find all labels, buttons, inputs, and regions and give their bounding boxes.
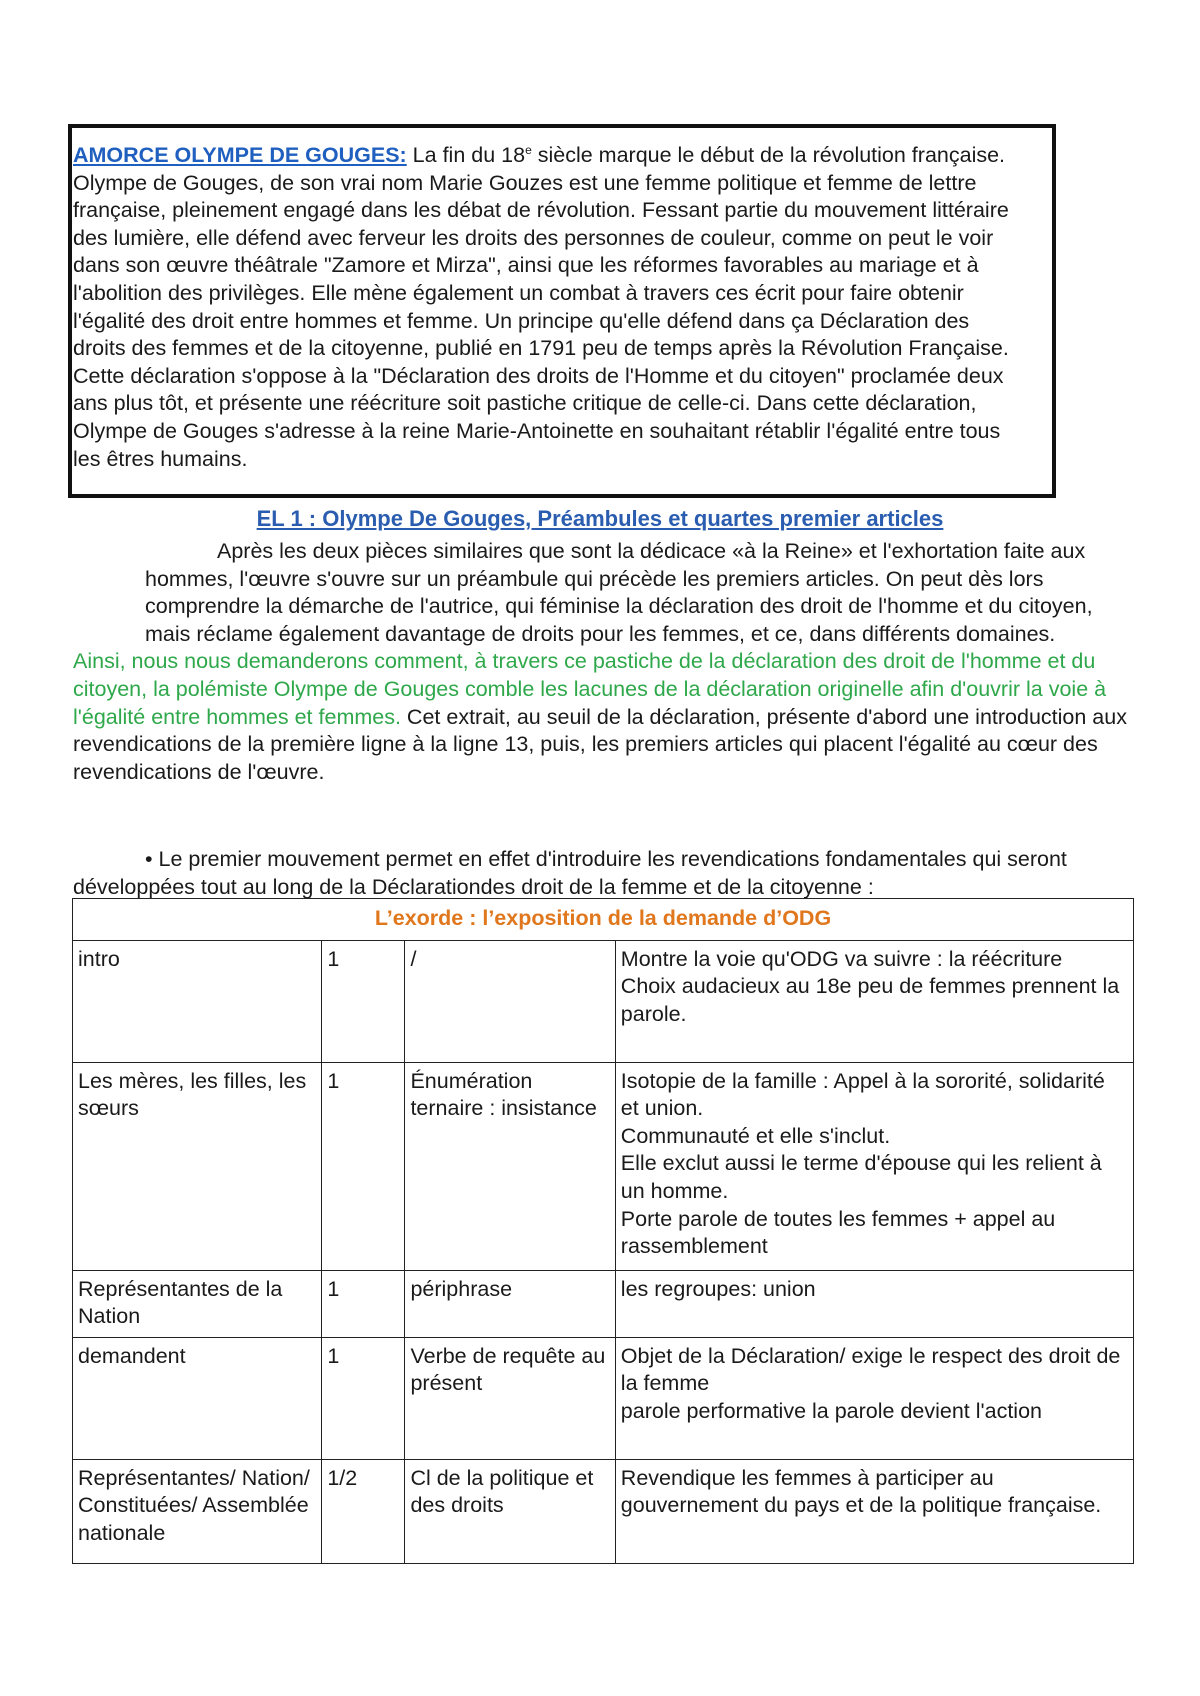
line-cell: 1	[322, 1337, 405, 1459]
quote-cell: Représentantes de la Nation	[73, 1270, 322, 1337]
hook-text-start: La fin du 18	[406, 143, 526, 167]
analysis-table	[72, 898, 1134, 1564]
table-heading: L’exorde : l’exposition de la demande d’ODG	[73, 899, 1134, 941]
introduction-block	[73, 538, 1133, 786]
hook-title: AMORCE OLYMPE DE GOUGES:	[73, 143, 407, 167]
quote-cell: intro	[73, 940, 322, 1062]
analysis-cell: Isotopie de la famille : Appel à la sororité, solidarité et union. Communauté et elle s'inclut. Elle exclut aussi le terme d'épouse qui les relient à un homme. Porte parole de toutes les femmes + appel au rassemblement	[615, 1062, 1133, 1270]
analysis-cell: Objet de la Déclaration/ exige le respect des droit de la femme parole performative la parole devient l'action	[615, 1337, 1133, 1459]
line-cell: 1	[322, 940, 405, 1062]
quote-cell: Représentantes/ Nation/ Constituées/ Assemblée nationale	[73, 1459, 322, 1563]
analysis-cell: Revendique les femmes à participer au gouvernement du pays et de la politique française.	[615, 1459, 1133, 1563]
hook-superscript: e	[525, 142, 532, 157]
hook-paragraph	[73, 142, 1143, 473]
hook-text: siècle marque le début de la révolution française. Olympe de Gouges, de son vrai nom Marie Gouzes est une femme politique et femme de lettre française, pleinement engagé dans les débat de révolution. Fessant partie du mouvement littéraire des lumière, elle défend avec ferveur les droits des personnes de couleur, comme on peut le voir dans son œuvre théâtrale "Zamore et Mirza", ainsi que les réformes favorables au mariage et à l'abolition des privilèges. Elle mène également un combat à travers ces écrit pour faire obtenir l'égalité des droit entre hommes et femme. Un principe qu'elle défend dans ça Déclaration des droits des femmes et de la citoyenne, publié en 1791 peu de temps après la Révolution Française. Cette déclaration s'oppose à la "Déclaration des droits de l'Homme et du citoyen" proclamée deux ans plus tôt, et présente une réécriture soit pastiche critique de celle-ci. Dans cette déclaration, Olympe de Gouges s'adresse à la reine Marie-Antoinette en souhaitant rétablir l'égalité entre tous les êtres humains.	[73, 143, 1009, 471]
device-cell: /	[405, 940, 615, 1062]
device-cell: Cl de la politique et des droits	[405, 1459, 615, 1563]
table-row	[73, 1062, 1134, 1270]
movement-intro: • Le premier mouvement permet en effet d'introduire les revendications fondamentales qui seront développées tout au long de la Déclarationdes droit de la femme et de la citoyenne :	[73, 847, 1067, 899]
line-cell: 1	[322, 1062, 405, 1270]
problematique-paragraph	[73, 648, 1133, 786]
quote-cell: demandent	[73, 1337, 322, 1459]
device-cell: Verbe de requête au présent	[405, 1337, 615, 1459]
intro-paragraph	[73, 538, 1133, 648]
plan-text: Cet extrait, au seuil de la déclaration, présente d'abord une introduction aux revendications de la première ligne à la ligne 13, puis, les premiers articles qui placent l'égalité au cœur des revendications de l'œuvre.	[73, 704, 1127, 784]
table-heading-row	[73, 899, 1134, 941]
line-cell: 1/2	[322, 1459, 405, 1563]
table-row	[73, 1459, 1134, 1563]
device-cell: Énumération ternaire : insistance	[405, 1062, 615, 1270]
explication-title: EL 1 : Olympe De Gouges, Préambules et quartes premier articles	[256, 506, 944, 531]
analysis-cell: Montre la voie qu'ODG va suivre : la réécriture Choix audacieux au 18e peu de femmes prennent la parole.	[615, 940, 1133, 1062]
quote-cell: Les mères, les filles, les sœurs	[73, 1062, 322, 1270]
problematique-text: Ainsi, nous nous demanderons comment, à travers ce pastiche de la déclaration des droit de l'homme et du citoyen, la polémiste Olympe de Gouges comble les lacunes de la déclaration originelle afin d'ouvrir la voie à l'égalité entre hommes et femmes.	[73, 649, 1107, 729]
table-row	[73, 1270, 1134, 1337]
intro-paragraph-text: Après les deux pièces similaires que sont la dédicace «à la Reine» et l'exhortation faite aux hommes, l'œuvre s'ouvre sur un préambule qui précède les premiers articles. On peut dès lors comprendre la démarche de l'autrice, qui féminise la déclaration des droit de l'homme et du citoyen, mais réclame également davantage de droits pour les femmes, et ce, dans différents domaines.	[145, 539, 1093, 646]
analysis-cell: les regroupes: union	[615, 1270, 1133, 1337]
table-row	[73, 1337, 1134, 1459]
device-cell: périphrase	[405, 1270, 615, 1337]
table-row	[73, 940, 1134, 1062]
line-cell: 1	[322, 1270, 405, 1337]
